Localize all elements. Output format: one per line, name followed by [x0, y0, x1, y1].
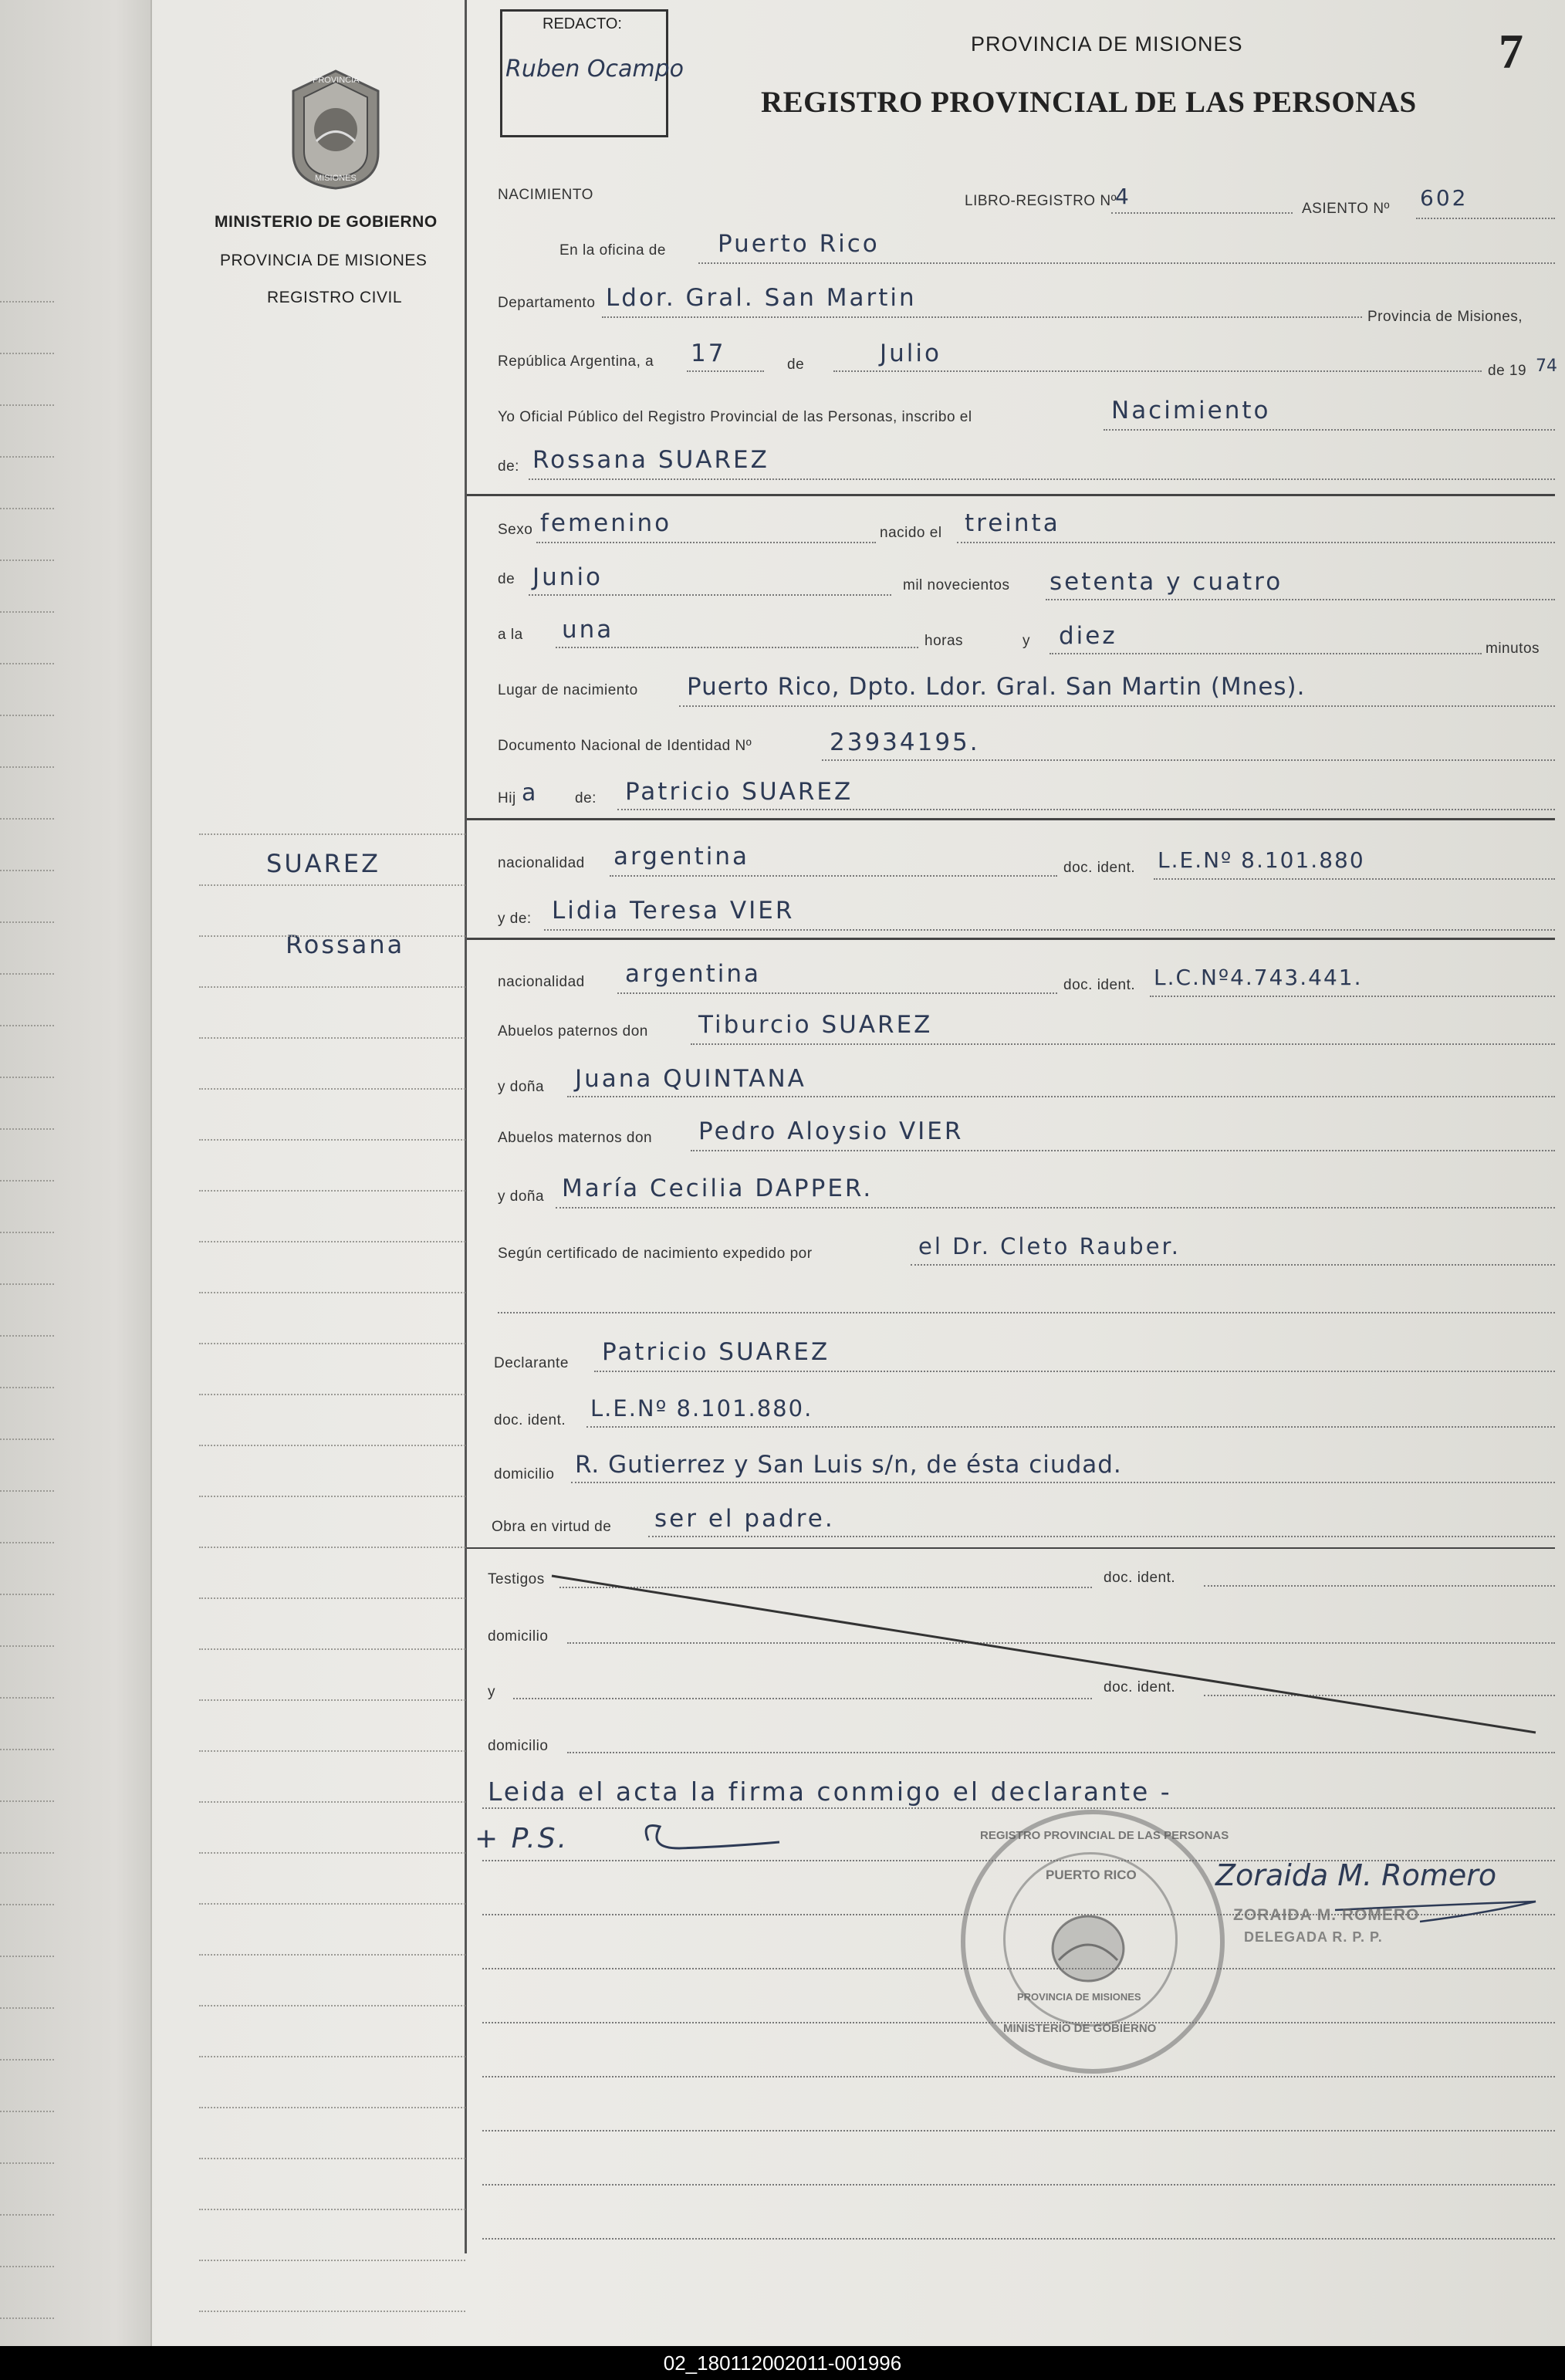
testigos-doc2-label: doc. ident.	[1104, 1679, 1176, 1695]
mother-nationality-label: nacionalidad	[498, 974, 585, 990]
de-year-label: de 19	[1488, 363, 1527, 379]
strip-ruled-line	[0, 1438, 54, 1440]
stub-ruled-line	[199, 2056, 465, 2057]
stub-ruled-line	[199, 2005, 465, 2006]
stub-ruled-line	[199, 1139, 465, 1141]
strip-ruled-line	[0, 1645, 54, 1647]
strip-ruled-line	[0, 1387, 54, 1388]
hijo-de-label: de:	[575, 790, 597, 806]
a-la-label: a la	[498, 627, 523, 643]
stub-ruled-line	[199, 1852, 465, 1854]
closing-dots	[482, 1807, 1555, 1809]
stub-ruled-line	[199, 1801, 465, 1803]
y-de-label: y de:	[498, 911, 532, 927]
strip-ruled-line	[0, 1749, 54, 1750]
stub-ruled-line	[199, 986, 465, 988]
stub-ruled-line	[199, 1292, 465, 1293]
horas-label: horas	[924, 633, 964, 649]
nacido-value: treinta	[965, 509, 1060, 537]
abuelo-paterno-value: Tiburcio SUAREZ	[698, 1011, 933, 1039]
officer-title-stamp: DELEGADA R. P. P.	[1244, 1929, 1383, 1945]
libro-label: LIBRO-REGISTRO Nº	[965, 193, 1117, 209]
stamp-coat-of-arms	[1042, 1906, 1134, 1991]
strip-ruled-line	[0, 1335, 54, 1337]
strip-ruled-line	[0, 353, 54, 354]
stub-ruled-line	[199, 1699, 465, 1701]
hijo-label: Hij	[498, 790, 516, 806]
strip-ruled-line	[0, 2214, 54, 2216]
strip-ruled-line	[0, 973, 54, 975]
strip-ruled-line	[0, 611, 54, 613]
strip-ruled-line	[0, 2007, 54, 2009]
abuela-paterna-label: y doña	[498, 1079, 545, 1095]
strip-ruled-line	[0, 715, 54, 716]
lugar-label: Lugar de nacimiento	[498, 682, 638, 698]
abuela-materna-label: y doña	[498, 1188, 545, 1205]
closing-note: Leida el acta la firma conmigo el declarante -	[488, 1777, 1172, 1807]
stub-ruled-line	[199, 2311, 465, 2312]
stub-surname: SUAREZ	[266, 849, 380, 878]
stamp-inner-text: PUERTO RICO	[1046, 1868, 1137, 1882]
testigos-domicilio-label: domicilio	[488, 1628, 549, 1645]
mother-doc-value: L.C.Nº4.743.441.	[1154, 965, 1363, 990]
mother-doc-label: doc. ident.	[1063, 977, 1136, 993]
domicilio-label: domicilio	[494, 1466, 555, 1482]
strip-ruled-line	[0, 1283, 54, 1285]
stub-ruled-line	[199, 2158, 465, 2159]
stub-ruled-line	[199, 1547, 465, 1548]
mil-label: mil novecientos	[903, 577, 1010, 593]
strip-ruled-line	[0, 1077, 54, 1078]
strip-ruled-line	[0, 1852, 54, 1854]
sexo-label: Sexo	[498, 522, 533, 538]
strip-ruled-line	[0, 2266, 54, 2267]
stub-ruled-line	[199, 1597, 465, 1599]
hijo-suffix: a	[522, 779, 539, 806]
stamp-bottom-text: MINISTERIO DE GOBIERNO	[1003, 2022, 1157, 2035]
dni-value: 23934195.	[830, 729, 980, 756]
redacto-signature: Ruben Ocampo	[505, 56, 684, 83]
ministry-heading: MINISTERIO DE GOBIERNO	[215, 213, 438, 231]
departamento-value: Ldor. Gral. San Martin	[606, 284, 917, 312]
mother-nationality-value: argentina	[625, 960, 762, 988]
minutos-label: minutos	[1486, 641, 1540, 657]
strip-ruled-line	[0, 2317, 54, 2319]
strip-ruled-line	[0, 1800, 54, 1802]
testigos-doc-label: doc. ident.	[1104, 1570, 1176, 1586]
certificado-label: Según certificado de nacimiento expedido por	[498, 1246, 813, 1262]
oficina-value: Puerto Rico	[718, 230, 880, 258]
strip-ruled-line	[0, 560, 54, 561]
stub-ruled-line	[199, 833, 465, 835]
strip-ruled-line	[0, 1697, 54, 1699]
page-number: 7	[1499, 24, 1523, 79]
declarante-doc-label: doc. ident.	[494, 1412, 566, 1428]
abuelo-materno-value: Pedro Aloysio VIER	[698, 1117, 964, 1145]
de-label: de	[787, 357, 805, 373]
stub-given-name: Rossana	[286, 930, 405, 959]
strip-ruled-line	[0, 1956, 54, 1957]
republica-label: República Argentina, a	[498, 353, 654, 370]
strip-ruled-line	[0, 508, 54, 509]
name-de-label: de:	[498, 458, 519, 475]
strip-ruled-line	[0, 663, 54, 664]
father-doc-value: L.E.Nº 8.101.880	[1158, 847, 1365, 873]
officer-signature: Zoraida M. Romero	[1215, 1858, 1497, 1892]
nacido-label: nacido el	[880, 525, 942, 541]
stub-ruled-line	[199, 1750, 465, 1752]
provincia-label: Provincia de Misiones,	[1367, 309, 1523, 325]
abuela-paterna-value: Juana QUINTANA	[575, 1065, 806, 1093]
strip-ruled-line	[0, 1542, 54, 1543]
abuelos-paternos-label: Abuelos paternos don	[498, 1023, 648, 1040]
stub-ruled-line	[199, 1190, 465, 1192]
stub-ruled-line	[199, 2260, 465, 2261]
abuela-materna-value: María Cecilia DAPPER.	[562, 1175, 874, 1202]
strip-ruled-line	[0, 818, 54, 820]
mother-value: Lidia Teresa VIER	[552, 897, 795, 925]
testigos-y-label: y	[488, 1684, 495, 1700]
testigos-domicilio2-label: domicilio	[488, 1738, 549, 1754]
ruled-line-7	[482, 2184, 1555, 2186]
oficial-value: Nacimiento	[1111, 397, 1271, 424]
officer-name-stamp: ZORAIDA M. ROMERO	[1233, 1906, 1420, 1924]
stub-ruled-line	[199, 1496, 465, 1497]
strip-ruled-line	[0, 2111, 54, 2112]
left-registry-heading: REGISTRO CIVIL	[267, 289, 403, 306]
stub-ruled-line	[199, 935, 465, 937]
strip-ruled-line	[0, 2162, 54, 2164]
registry-title: REGISTRO PROVINCIAL DE LAS PERSONAS	[761, 86, 1417, 119]
father-value: Patricio SUAREZ	[625, 778, 853, 806]
strip-ruled-line	[0, 404, 54, 406]
declarante-value: Patricio SUAREZ	[602, 1338, 830, 1366]
father-nationality-value: argentina	[613, 843, 750, 871]
strip-ruled-line	[0, 1904, 54, 1905]
hour-minute-y-label: y	[1022, 633, 1030, 649]
libro-value: 4	[1115, 184, 1131, 209]
strip-ruled-line	[0, 1232, 54, 1233]
ruled-line-5	[482, 2076, 1555, 2077]
asiento-label: ASIENTO Nº	[1302, 201, 1390, 217]
strip-ruled-line	[0, 766, 54, 768]
stamp-outer-text: REGISTRO PROVINCIAL DE LAS PERSONAS	[980, 1829, 1229, 1842]
ruled-line-6	[482, 2130, 1555, 2132]
father-nationality-label: nacionalidad	[498, 855, 585, 871]
strip-ruled-line	[0, 1025, 54, 1026]
oficina-label: En la oficina de	[559, 242, 666, 259]
departamento-label: Departamento	[498, 295, 596, 311]
declarant-signature: + P.S.	[475, 1823, 570, 1854]
stub-ruled-line	[199, 2209, 465, 2210]
year-words-value: setenta y cuatro	[1050, 568, 1283, 596]
header-province: PROVINCIA DE MISIONES	[971, 32, 1243, 56]
stub-ruled-line	[199, 1903, 465, 1905]
strip-ruled-line	[0, 1180, 54, 1182]
stub-ruled-line	[199, 1648, 465, 1650]
seal-bottom-text: MISIONES	[315, 174, 357, 183]
stub-ruled-line	[199, 884, 465, 886]
stub-ruled-line	[199, 1954, 465, 1956]
obra-label: Obra en virtud de	[492, 1519, 612, 1535]
image-code-caption: 02_180112002011-001996	[663, 2351, 902, 2375]
lugar-value: Puerto Rico, Dpto. Ldor. Gral. San Martin (Mnes).	[687, 673, 1306, 701]
ruled-line-8	[482, 2238, 1555, 2240]
strip-ruled-line	[0, 2059, 54, 2061]
stamp-misiones-text: PROVINCIA DE MISIONES	[1017, 1991, 1141, 2003]
act-type-label: NACIMIENTO	[498, 187, 593, 203]
strip-ruled-line	[0, 1128, 54, 1130]
seal-top-text: PROVINCIA	[313, 76, 360, 85]
strip-ruled-line	[0, 1594, 54, 1595]
de-month-label: de	[498, 571, 515, 587]
obra-value: ser el padre.	[654, 1505, 835, 1533]
testigos-label: Testigos	[488, 1571, 545, 1587]
asiento-value: 602	[1420, 185, 1469, 211]
month-value: Julio	[880, 340, 941, 367]
declarant-signature-stroke	[633, 1817, 787, 1864]
birth-month-value: Junio	[532, 563, 603, 591]
abuelos-maternos-label: Abuelos maternos don	[498, 1130, 653, 1146]
stub-ruled-line	[199, 2107, 465, 2108]
strip-ruled-line	[0, 1490, 54, 1492]
oficial-label: Yo Oficial Público del Registro Provincial de las Personas, inscribo el	[498, 409, 972, 425]
domicilio-value: R. Gutierrez y San Luis s/n, de ésta ciudad.	[575, 1451, 1122, 1479]
day-value: 17	[691, 340, 726, 367]
sexo-value: femenino	[540, 509, 672, 537]
certificado-value: el Dr. Cleto Rauber.	[918, 1233, 1181, 1259]
stub-ruled-line	[199, 1241, 465, 1242]
stub-ruled-line	[199, 1343, 465, 1344]
strip-ruled-line	[0, 870, 54, 871]
registered-name-value: Rossana SUAREZ	[532, 446, 769, 474]
stub-ruled-line	[199, 1445, 465, 1446]
hour-value: una	[562, 616, 614, 644]
redacto-label: REDACTO:	[543, 15, 622, 32]
strip-ruled-line	[0, 921, 54, 923]
stub-ruled-line	[199, 1037, 465, 1039]
father-doc-label: doc. ident.	[1063, 860, 1136, 876]
year-value: 74	[1536, 357, 1557, 376]
strip-ruled-line	[0, 456, 54, 458]
minutes-value: diez	[1059, 622, 1117, 650]
stub-ruled-line	[199, 1088, 465, 1090]
stub-ruled-line	[199, 1394, 465, 1395]
left-province-heading: PROVINCIA DE MISIONES	[220, 252, 428, 269]
declarante-doc-value: L.E.Nº 8.101.880.	[590, 1395, 813, 1422]
declarante-label: Declarante	[494, 1355, 569, 1371]
strip-ruled-line	[0, 301, 54, 303]
dni-label: Documento Nacional de Identidad Nº	[498, 738, 752, 754]
